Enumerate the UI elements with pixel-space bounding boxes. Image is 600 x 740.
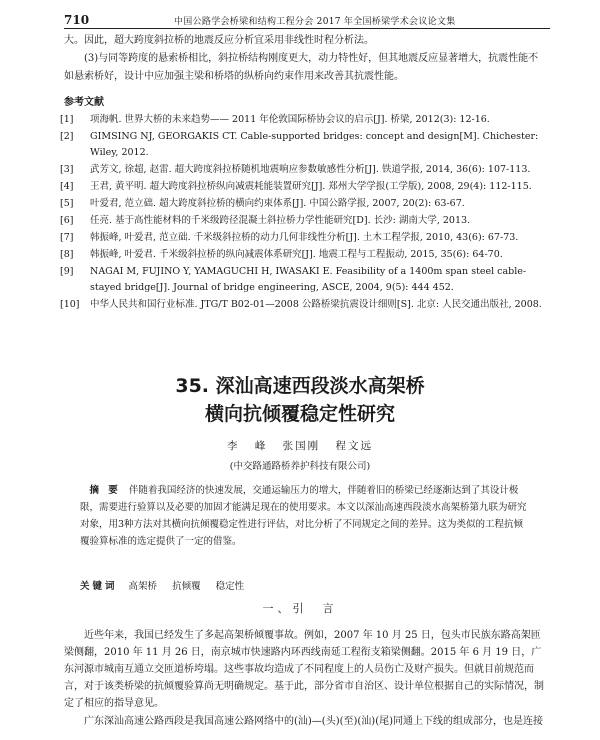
keywords-label: 关键词 [80, 581, 118, 592]
author-name: 程文远 [335, 440, 374, 452]
page-number: 710 [64, 13, 90, 27]
keywords [80, 578, 528, 592]
reference-item [60, 112, 550, 128]
reference-number: [6] [60, 215, 74, 226]
reference-item [60, 297, 550, 313]
author-name: 张国刚 [282, 440, 321, 452]
intro-paragraph-2: 广东深汕高速公路西段是我国高速公路网络中的(汕)—(头)(至)(汕)(尾)同通上下线的组成部分，也是连接 [84, 716, 544, 727]
reference-item [60, 129, 550, 161]
running-title: 中国公路学会桥梁和结构工程分会 2017 年全国桥梁学术会议论文集 [174, 17, 456, 27]
reference-text: 王君, 黄平明. 超大跨度斜拉桥纵向减震耗能装置研究[J]. 郑州大学学报(工学版), 2008, 29(4): 112-115. [90, 181, 532, 192]
prev-paragraph-1: 大。因此，超大跨度斜拉桥的地震反应分析宜采用非线性时程分析法。 [64, 35, 374, 46]
keyword: 高架桥 [128, 581, 158, 592]
reference-text: 项海帆. 世界大桥的未来趋势—— 2011 年伦敦国际桥协会议的启示[J]. 桥梁, 2012(3): 12-16. [90, 114, 490, 125]
author-name: 李 峰 [226, 440, 268, 452]
reference-text: 任亮. 基于高性能材料的千米级跨径混凝土斜拉桥力学性能研究[D]. 长沙: 湖南大学, 2013. [90, 215, 471, 226]
keyword: 稳定性 [215, 581, 245, 592]
abstract-text: 伴随着我国经济的快速发展，交通运输压力的增大，伴随着旧的桥梁已经逐渐达到了其设计极限，需要进行验算以及必要的加固才能满足现在的使用要求。本文以深汕高速西段淡水高架桥第九联为研究对象，用3种方法对其横向抗倾覆稳定性进行评估，对比分析了不同规定之间的差异。这为类似的工程抗倾覆验算标准的选定提供了一定的借鉴。 [80, 485, 527, 547]
reference-number: [1] [60, 114, 74, 125]
affiliation: (中交路通路桥养护科技有限公司) [229, 461, 371, 472]
reference-text: 武芳文, 徐超, 赵雷. 超大跨度斜拉桥随机地震响应参数敏感性分析[J]. 铁道学报, 2014, 36(6): 107-113. [90, 164, 531, 175]
reference-number: [10] [60, 299, 80, 310]
keyword: 抗倾覆 [172, 581, 201, 592]
reference-item [60, 196, 550, 212]
reference-item [60, 162, 550, 178]
reference-item [60, 264, 550, 296]
reference-number: [3] [60, 164, 74, 175]
running-header [64, 12, 550, 29]
references-heading: 参考文献 [64, 97, 104, 108]
reference-number: [2] [60, 131, 74, 142]
section-heading: 一、引 言 [262, 602, 338, 615]
intro-paragraph-1: 近些年来，我国已经发生了多起高架桥倾覆事故。例如，2007 年 10 月 25 日，包头市民族东路高架匝梁侧翻，2010 年 11 月 26 日，南京城市快速路内环西线南延工程衔支箱梁侧翻。2015 年 6 月 19 日，广东河源市城南互通立交匝道桥垮塌。这些事故均造成了不同程度上的人员伤亡及财产损失。但就目前规范而言，对于该类桥梁的抗倾覆验算尚无明确规定。基于此，部分省市自治区、设计单位根据自己的实际情况，制定了相应的指导意见。 [64, 630, 544, 709]
reference-text: 韩振峰, 叶爱君, 范立础. 千米级斜拉桥的动力几何非线性分析[J]. 土木工程学报, 2010, 43(6): 67-73. [90, 232, 519, 243]
reference-number: [9] [60, 266, 74, 277]
reference-text: 叶爱君, 范立础. 超大跨度斜拉桥的横向约束体系[J]. 中国公路学报, 2007, 20(2): 63-67. [90, 198, 465, 209]
abstract [80, 482, 528, 550]
author-list [0, 438, 600, 453]
reference-number: [5] [60, 198, 74, 209]
article-title [0, 372, 600, 428]
abstract-label: 摘 要 [89, 485, 121, 496]
reference-item [60, 213, 550, 229]
reference-text: GIMSING NJ, GEORGAKIS CT. Cable-supported bridges: concept and design[M]. Chichester: Wiley, 2012. [90, 131, 539, 158]
article-title-line-2: 横向抗倾覆稳定性研究 [204, 403, 395, 425]
reference-item [60, 230, 550, 246]
reference-item [60, 179, 550, 195]
reference-list [60, 112, 550, 314]
reference-text: 韩振峰, 叶爱君. 千米级斜拉桥的纵向减震体系研究[J]. 地震工程与工程振动, 2015, 35(6): 64-70. [90, 249, 503, 260]
prev-paragraph-2: (3)与同等跨度的悬索桥相比，斜拉桥结构刚度更大，动力特性好，但其地震反应显著增大，抗震性能不如悬索桥好，设计中应加强主梁和桥塔的纵桥向约束作用来改善其抗震性能。 [64, 53, 539, 82]
reference-text: 中华人民共和国行业标准. JTG/T B02-01—2008 公路桥梁抗震设计细则[S]. 北京: 人民交通出版社, 2008. [90, 299, 542, 310]
reference-number: [7] [60, 232, 74, 243]
reference-text: NAGAI M, FUJINO Y, YAMAGUCHI H, IWASAKI E. Feasibility of a 1400m span steel cable-stayed bridge[J]. Journal of bridge engineering, ASCE, 2004, 9(5): 444 452. [90, 266, 527, 293]
reference-item [60, 247, 550, 263]
reference-number: [8] [60, 249, 74, 260]
article-title-line-1: 35. 深汕高速西段淡水高架桥 [175, 375, 425, 397]
reference-number: [4] [60, 181, 74, 192]
